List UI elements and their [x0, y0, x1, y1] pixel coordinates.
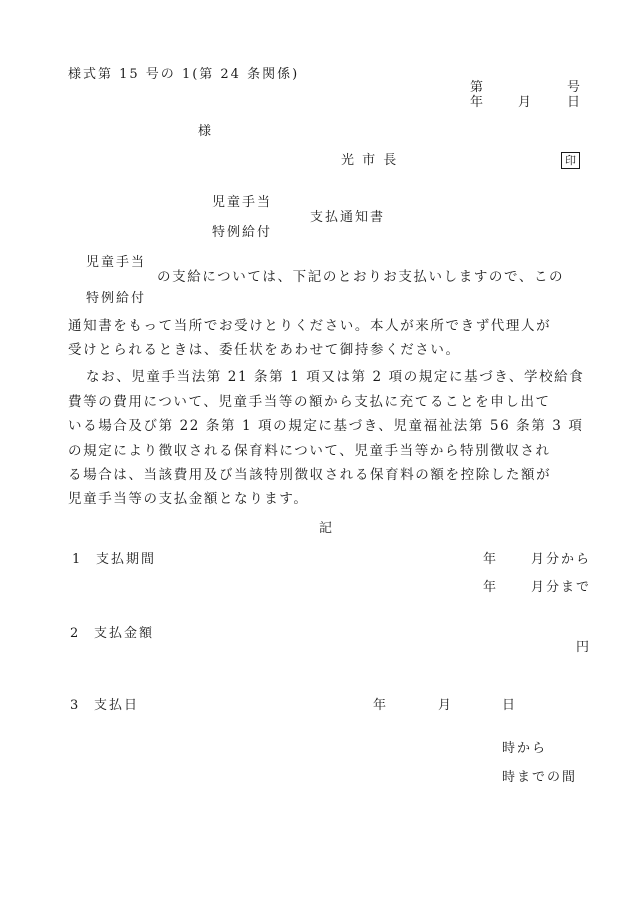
item2-number: 2 — [70, 626, 79, 641]
form-reference: 様式第 15 号の 1(第 24 条関係) — [68, 67, 300, 82]
amount-unit: 円 — [576, 640, 590, 655]
para1-option-child-allowance: 児童手当 — [86, 255, 147, 270]
item3-label: 支払日 — [94, 698, 140, 713]
period-from-month: 月分から — [531, 552, 592, 567]
addressee-suffix: 様 — [198, 124, 212, 139]
issuer-name: 光 市 長 — [341, 153, 399, 168]
para1-line1: の支給については、下記のとおりお支払いしますので、この — [157, 269, 565, 285]
para1-option-special-benefit: 特例給付 — [86, 291, 147, 306]
seal-stamp: 印 — [561, 152, 580, 169]
para2-line: る場合は、当該費用及び当該特別徴収される保育料の額を控除した額が — [68, 467, 552, 483]
date-year: 年 — [470, 95, 484, 110]
period-to-month: 月分まで — [531, 580, 592, 595]
payday-month: 月 — [438, 698, 452, 713]
para1-line2: 通知書をもって当所でお受けとりください。本人が来所できず代理人が — [68, 318, 552, 334]
para2-line: 児童手当等の支払金額となります。 — [68, 491, 309, 507]
payday-day: 日 — [502, 698, 516, 713]
item1-label: 支払期間 — [96, 552, 157, 567]
payday-time-to: 時までの間 — [502, 770, 578, 785]
number-suffix: 号 — [567, 80, 581, 95]
para2-line: なお、児童手当法第 21 条第 1 項又は第 2 項の規定に基づき、学校給食 — [86, 369, 585, 385]
date-month: 月 — [518, 95, 532, 110]
para2-line: の規定により徴収される保育料について、児童手当等から特別徴収され — [68, 443, 551, 459]
payday-time-from: 時から — [502, 741, 548, 756]
title-option-child-allowance: 児童手当 — [212, 195, 273, 210]
item1-number: 1 — [72, 552, 81, 567]
para1-line3: 受けとられるときは、委任状をあわせて御持参ください。 — [68, 342, 461, 358]
date-day: 日 — [567, 95, 581, 110]
period-to-year: 年 — [483, 580, 497, 595]
ki-heading: 記 — [319, 521, 333, 536]
para2-line: いる場合及び第 22 条第 1 項の規定に基づき、児童福祉法第 56 条第 3 項 — [68, 418, 584, 434]
para2-line: 費等の費用について、児童手当等の額から支払に充てることを申し出て — [68, 394, 551, 410]
period-from-year: 年 — [483, 552, 497, 567]
item2-label: 支払金額 — [94, 626, 155, 641]
title-option-special-benefit: 特例給付 — [212, 225, 273, 240]
number-prefix: 第 — [470, 80, 484, 95]
document-title: 支払通知書 — [310, 210, 386, 225]
payday-year: 年 — [373, 698, 387, 713]
item3-number: 3 — [70, 698, 79, 713]
